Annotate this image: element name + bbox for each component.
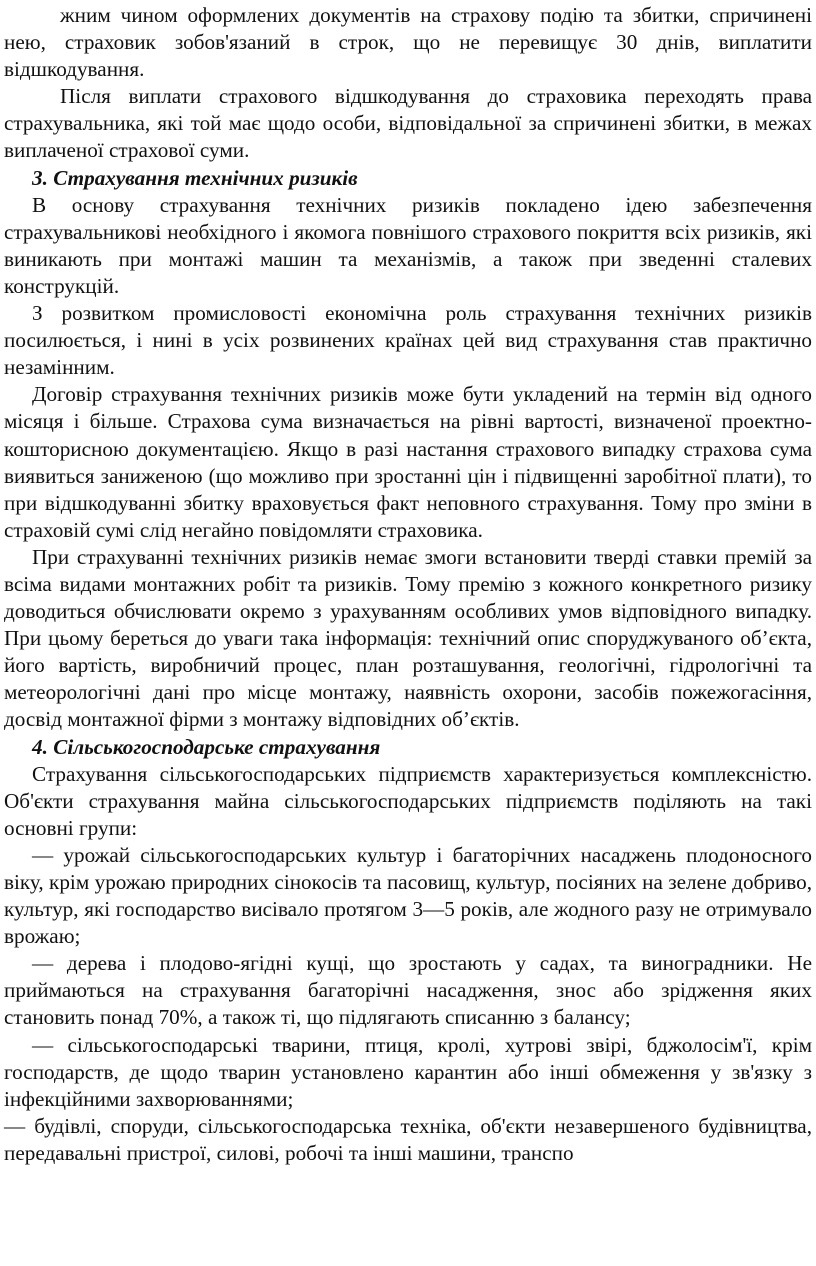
section-heading: 4. Сільськогосподарське страхування <box>32 734 381 759</box>
paragraph: жним чином оформлених документів на страхову подію та збитки, спричинені нею, страховик зобов'язаний в строк, що не перевищує 30 днів, виплатити відшкодування. <box>4 3 812 82</box>
paragraph: З розвитком промисловості економічна роль страхування технічних ризиків посилюється, і нині в усіх розвинених країнах цей вид страхування став практично незамінним. <box>4 301 812 380</box>
paragraph: Страхування сільськогосподарських підприємств характеризується комплексністю. Об'єкти страхування майна сільськогосподарських підприємств поділяють на такі основні групи: <box>4 761 812 840</box>
list-item: — урожай сільськогосподарських культур і багаторічних насаджень плодоносного віку, крім урожаю природних сінокосів та пасовищ, культур, посіяних на зелене добриво, культур, які господарство висівало протягом 3—5 років, але жодного разу не отримувало врожаю; <box>4 842 812 949</box>
paragraph: При страхуванні технічних ризиків немає змоги встановити тверді ставки премій за всіма видами монтажних робіт та ризиків. Тому премію з кожного конкретного ризику доводиться обчислювати окремо з урахуванням особливих умов відповідного випадку. При цьому береться до уваги така інформація: технічний опис споруджуваного об’єкта, його вартість, виробничий процес, план розташування, геологічні, гідрологічні та метеорологічні дані про місце монтажу, наявність охорони, засобів пожежогасіння, досвід монтажної фірми з монтажу відповідних об’єктів. <box>4 544 812 732</box>
list-item: — сільськогосподарські тварини, птиця, кролі, хутрові звірі, бджолосім'ї, крім господарств, де щодо тварин установлено карантин або інші обмеження у зв'язку з інфекційними захворюваннями; <box>4 1032 812 1111</box>
document-page <box>4 2 812 1167</box>
section-heading: 3. Страхування технічних ризиків <box>32 165 358 190</box>
paragraph: В основу страхування технічних ризиків покладено ідею забезпечення страхувальникові необхідного і якомога повнішого страхового покриття всіх ризиків, які виникають при монтажі машин та механізмів, а також при зведенні сталевих конструкцій. <box>4 192 812 298</box>
paragraph: Договір страхування технічних ризиків може бути укладений на термін від одного місяця і більше. Страхова сума визначається на рівні вартості, визначеної проектно-кошторисною документацією. Якщо в разі настання страхового випадку страхова сума виявиться заниженою (що можливо при зростанні цін і підвищенні заробітної плати), то при відшкодуванні збитку враховується факт неповного страхування. Тому про зміни в страховій сумі слід негайно повідомляти страховика. <box>4 382 812 542</box>
list-item: — дерева і плодово-ягідні кущі, що зростають у садах, та виноградники. Не приймаються на страхування багаторічні насадження, знос або зрідження яких становить понад 70%, а також ті, що підлягають списанню з балансу; <box>4 951 812 1030</box>
paragraph: Після виплати страхового відшкодування до страховика переходять права страхувальника, які той має щодо особи, відповідальної за спричинені збитки, в межах виплаченої страхової суми. <box>4 84 812 163</box>
list-item: — будівлі, споруди, сільськогосподарська техніка, об'єкти незавершеного будівництва, передавальні пристрої, силові, робочі та інші машини, транспо <box>4 1113 812 1165</box>
